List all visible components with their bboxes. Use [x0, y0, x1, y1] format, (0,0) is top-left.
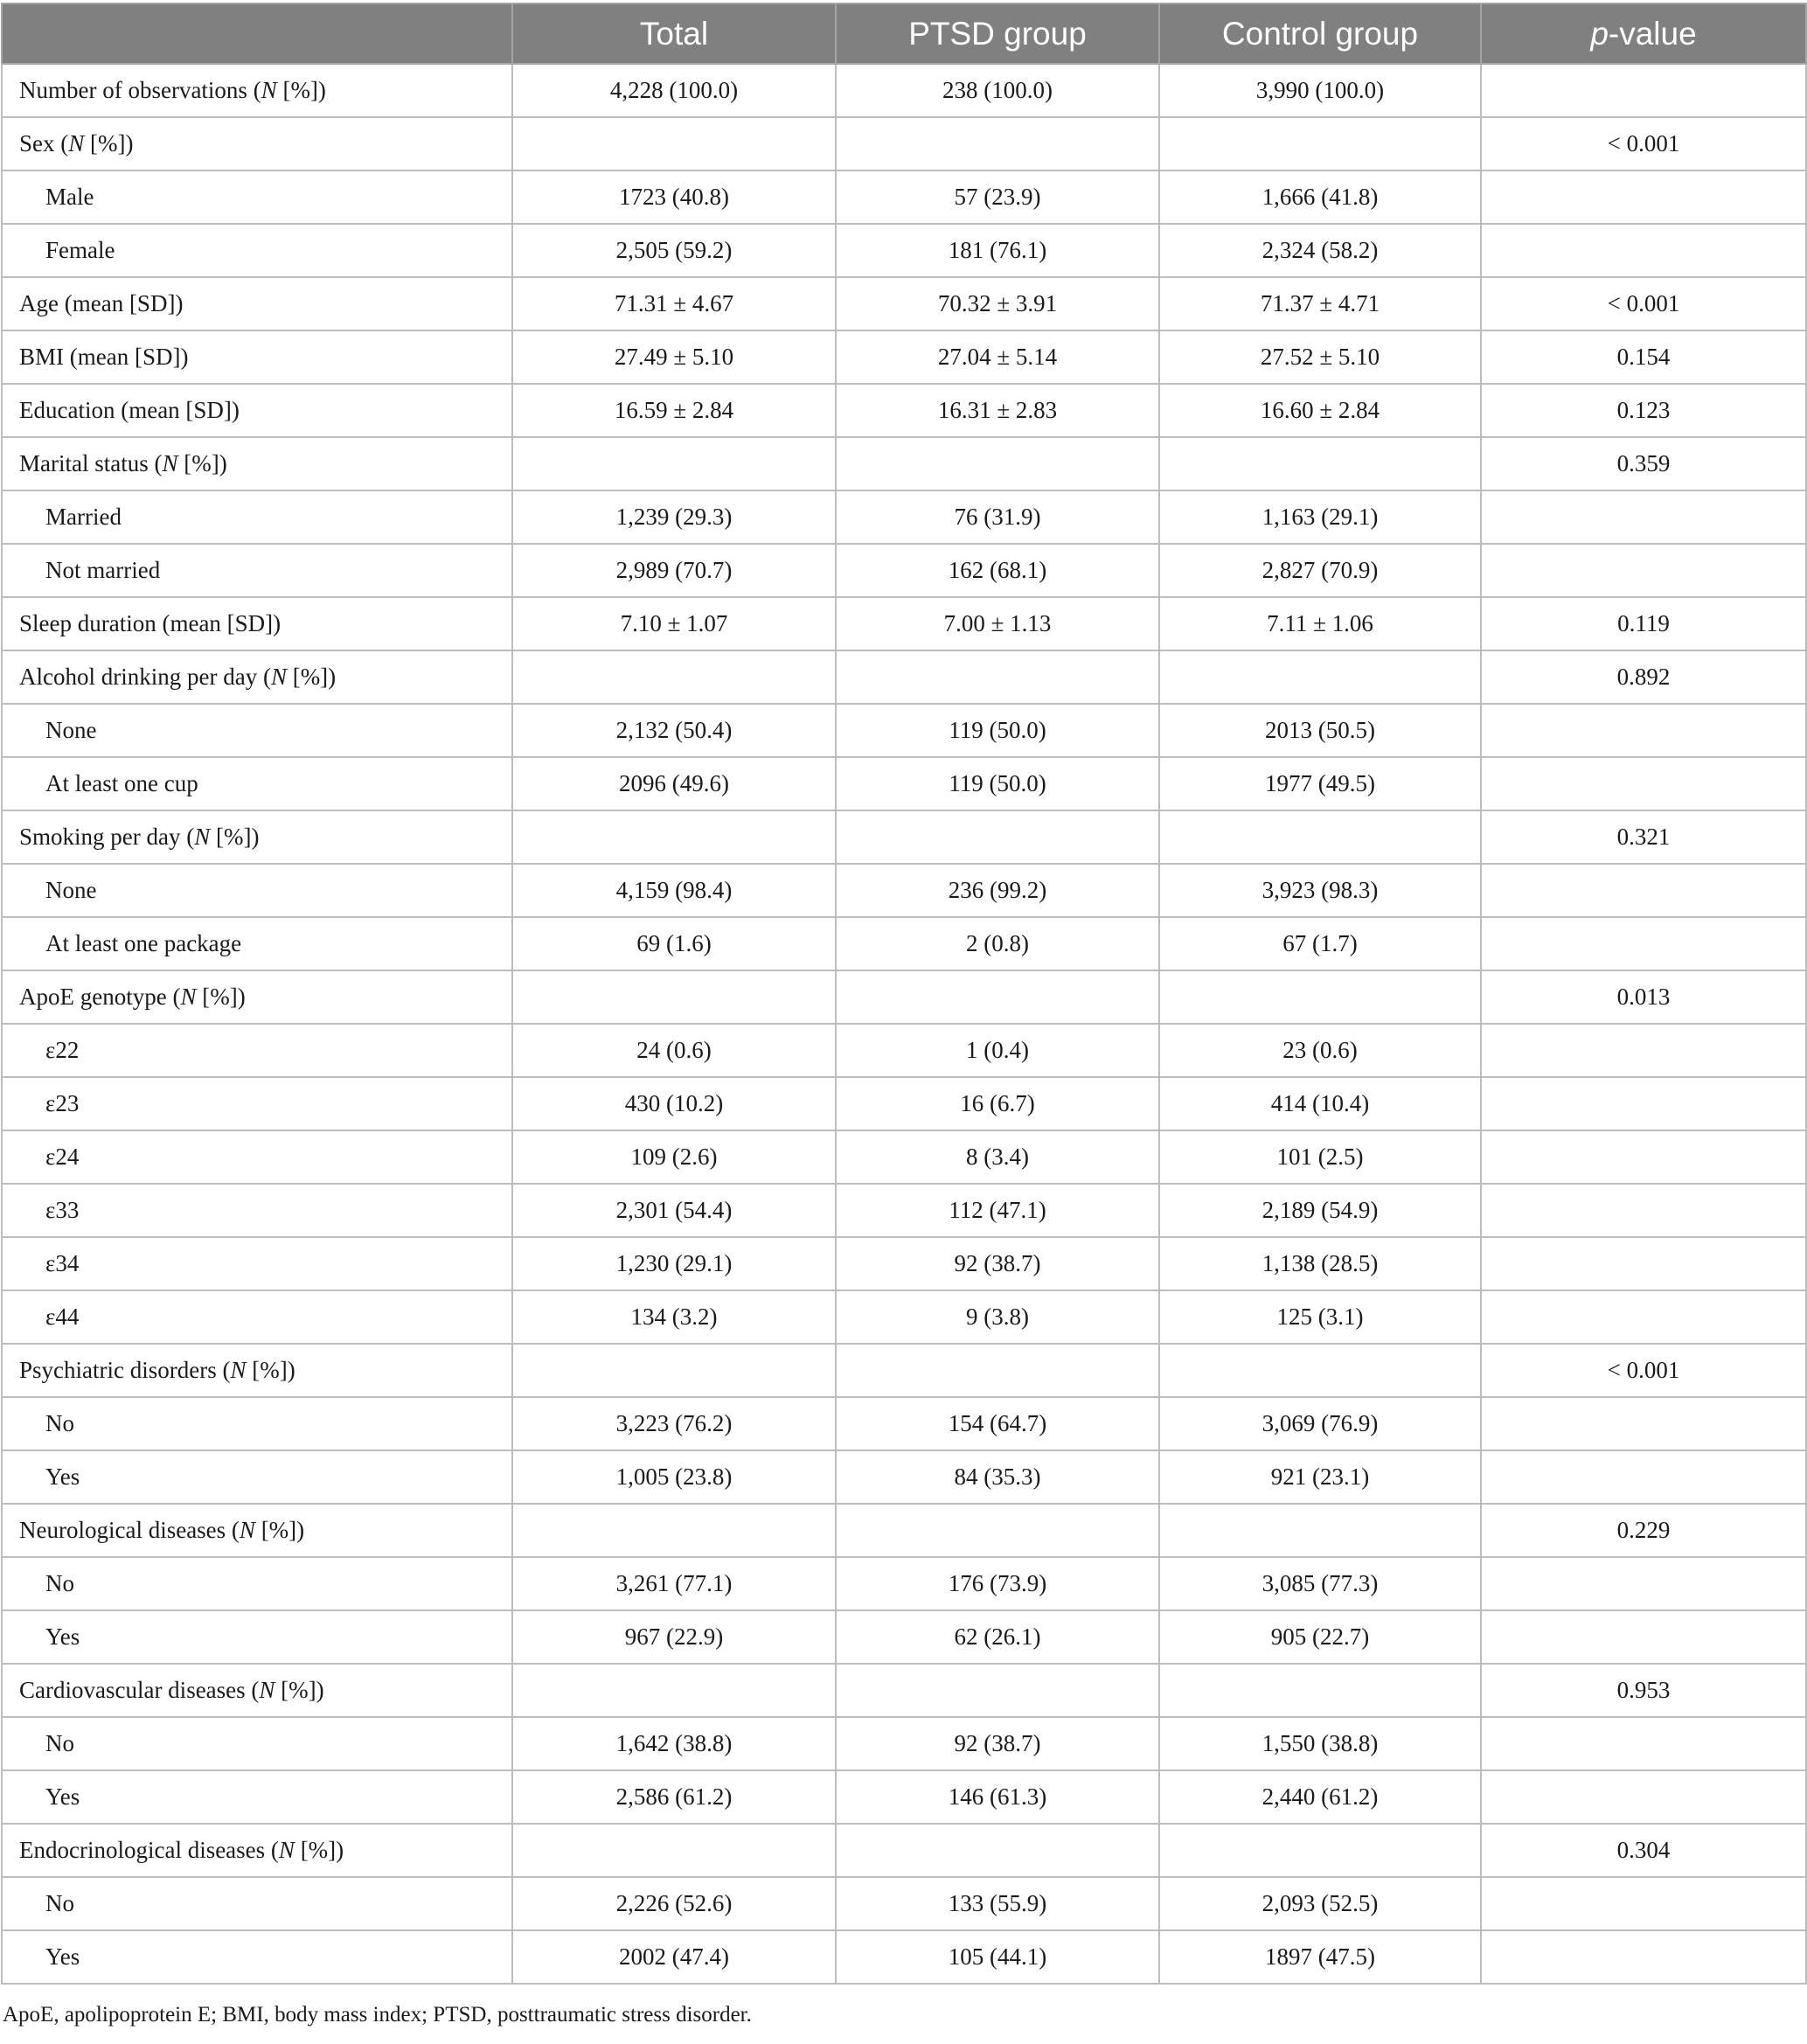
table-row — [2, 224, 1806, 277]
p-value-cell: 0.013 — [1481, 970, 1806, 1024]
label-text: ε34 — [45, 1250, 80, 1276]
label-italic: N — [261, 77, 277, 103]
control-cell — [1159, 1344, 1481, 1397]
label-italic: N — [68, 130, 85, 156]
label-text: Yes — [45, 1463, 80, 1490]
label-text: Education (mean [SD]) — [19, 397, 240, 423]
ptsd-cell — [836, 970, 1159, 1024]
control-cell: 3,990 (100.0) — [1159, 64, 1481, 117]
label-italic: N — [259, 1677, 275, 1703]
label-suffix: [%]) — [276, 77, 326, 103]
control-cell — [1159, 650, 1481, 704]
total-cell: 2,586 (61.2) — [512, 1770, 836, 1824]
table-row — [2, 757, 1806, 810]
p-value-cell — [1481, 64, 1806, 117]
control-cell: 16.60 ± 2.84 — [1159, 384, 1481, 437]
p-value-cell — [1481, 1557, 1806, 1610]
variable-label — [2, 1664, 512, 1717]
p-value-cell: 0.154 — [1481, 330, 1806, 384]
ptsd-cell: 9 (3.8) — [836, 1290, 1159, 1344]
p-value-cell: 0.229 — [1481, 1504, 1806, 1557]
ptsd-cell — [836, 1824, 1159, 1877]
subcategory-label — [2, 1184, 512, 1237]
ptsd-cell: 105 (44.1) — [836, 1930, 1159, 1984]
p-value-cell: < 0.001 — [1481, 117, 1806, 170]
ptsd-cell: 119 (50.0) — [836, 757, 1159, 810]
subcategory-label — [2, 704, 512, 757]
control-cell: 414 (10.4) — [1159, 1077, 1481, 1130]
p-value-cell — [1481, 1877, 1806, 1930]
header-total: Total — [512, 3, 836, 64]
table-row — [2, 437, 1806, 490]
control-cell — [1159, 117, 1481, 170]
control-cell: 2,093 (52.5) — [1159, 1877, 1481, 1930]
variable-label — [2, 330, 512, 384]
table-body — [2, 64, 1806, 1984]
p-value-cell — [1481, 1077, 1806, 1130]
label-suffix: [%]) — [254, 1517, 305, 1543]
table-row — [2, 917, 1806, 970]
table-row — [2, 544, 1806, 597]
subcategory-label — [2, 757, 512, 810]
table-row — [2, 864, 1806, 917]
control-cell: 2,189 (54.9) — [1159, 1184, 1481, 1237]
control-cell — [1159, 1664, 1481, 1717]
p-value-cell — [1481, 1770, 1806, 1824]
p-value-cell — [1481, 1290, 1806, 1344]
table-row — [2, 490, 1806, 544]
subcategory-label — [2, 224, 512, 277]
label-suffix: [%]) — [210, 824, 260, 850]
label-suffix: [%]) — [246, 1357, 295, 1383]
control-cell: 1,138 (28.5) — [1159, 1237, 1481, 1290]
p-value-cell — [1481, 864, 1806, 917]
total-cell: 1,005 (23.8) — [512, 1450, 836, 1504]
subcategory-label — [2, 1450, 512, 1504]
p-value-cell — [1481, 917, 1806, 970]
p-value-cell — [1481, 1930, 1806, 1984]
total-cell: 4,228 (100.0) — [512, 64, 836, 117]
label-text: BMI (mean [SD]) — [19, 344, 189, 370]
header-row — [2, 3, 1806, 64]
subcategory-label — [2, 1237, 512, 1290]
control-cell — [1159, 970, 1481, 1024]
total-cell: 2,301 (54.4) — [512, 1184, 836, 1237]
p-value-cell: 0.123 — [1481, 384, 1806, 437]
control-cell: 2013 (50.5) — [1159, 704, 1481, 757]
p-value-cell: 0.119 — [1481, 597, 1806, 650]
subcategory-label — [2, 1930, 512, 1984]
label-text: Marital status ( — [19, 450, 163, 476]
label-italic: N — [278, 1837, 295, 1863]
control-cell: 23 (0.6) — [1159, 1024, 1481, 1077]
p-value-cell — [1481, 1610, 1806, 1664]
label-text: At least one cup — [45, 770, 198, 796]
variable-label — [2, 1504, 512, 1557]
label-suffix: [%]) — [294, 1837, 344, 1863]
table-row — [2, 1130, 1806, 1184]
ptsd-cell: 176 (73.9) — [836, 1557, 1159, 1610]
total-cell: 3,223 (76.2) — [512, 1397, 836, 1450]
p-value-cell: 0.321 — [1481, 810, 1806, 864]
total-cell — [512, 970, 836, 1024]
control-cell: 1897 (47.5) — [1159, 1930, 1481, 1984]
label-text: ε24 — [45, 1144, 80, 1170]
total-cell: 2,226 (52.6) — [512, 1877, 836, 1930]
subcategory-label — [2, 917, 512, 970]
header-ptsd-group: PTSD group — [836, 3, 1159, 64]
p-value-cell — [1481, 1717, 1806, 1770]
variable-label — [2, 64, 512, 117]
control-cell: 2,440 (61.2) — [1159, 1770, 1481, 1824]
ptsd-cell: 57 (23.9) — [836, 170, 1159, 224]
label-suffix: [%]) — [84, 130, 134, 156]
variable-label — [2, 810, 512, 864]
table-row — [2, 650, 1806, 704]
p-value-cell: 0.304 — [1481, 1824, 1806, 1877]
table-row — [2, 1664, 1806, 1717]
p-value-cell — [1481, 224, 1806, 277]
label-text: At least one package — [45, 930, 242, 956]
table-row — [2, 1077, 1806, 1130]
total-cell: 4,159 (98.4) — [512, 864, 836, 917]
ptsd-cell: 92 (38.7) — [836, 1237, 1159, 1290]
table-row — [2, 1290, 1806, 1344]
header-control-group: Control group — [1159, 3, 1481, 64]
table-row — [2, 704, 1806, 757]
label-suffix: [%]) — [196, 984, 246, 1010]
ptsd-cell: 92 (38.7) — [836, 1717, 1159, 1770]
table-row — [2, 1237, 1806, 1290]
label-text: Number of observations ( — [19, 77, 261, 103]
header-p-italic: p — [1590, 15, 1609, 52]
variable-label — [2, 650, 512, 704]
ptsd-cell: 7.00 ± 1.13 — [836, 597, 1159, 650]
ptsd-cell: 27.04 ± 5.14 — [836, 330, 1159, 384]
total-cell: 1723 (40.8) — [512, 170, 836, 224]
control-cell: 1,666 (41.8) — [1159, 170, 1481, 224]
p-value-cell — [1481, 1397, 1806, 1450]
ptsd-cell: 146 (61.3) — [836, 1770, 1159, 1824]
control-cell: 2,324 (58.2) — [1159, 224, 1481, 277]
total-cell — [512, 437, 836, 490]
variable-label — [2, 384, 512, 437]
control-cell: 27.52 ± 5.10 — [1159, 330, 1481, 384]
ptsd-cell: 119 (50.0) — [836, 704, 1159, 757]
table-row — [2, 1557, 1806, 1610]
control-cell — [1159, 810, 1481, 864]
label-text: Married — [45, 504, 122, 530]
label-text: Yes — [45, 1943, 80, 1970]
label-italic: N — [162, 450, 178, 476]
control-cell: 125 (3.1) — [1159, 1290, 1481, 1344]
label-italic: N — [230, 1357, 247, 1383]
label-text: Alcohol drinking per day ( — [19, 664, 271, 690]
table-row — [2, 1824, 1806, 1877]
total-cell: 24 (0.6) — [512, 1024, 836, 1077]
label-text: No — [45, 1570, 74, 1596]
control-cell: 3,069 (76.9) — [1159, 1397, 1481, 1450]
label-italic: N — [180, 984, 197, 1010]
table-row — [2, 330, 1806, 384]
control-cell — [1159, 1824, 1481, 1877]
control-cell — [1159, 437, 1481, 490]
subcategory-label — [2, 864, 512, 917]
label-text: Sex ( — [19, 130, 69, 156]
label-text: No — [45, 1730, 74, 1756]
label-suffix: [%]) — [177, 450, 227, 476]
ptsd-cell: 181 (76.1) — [836, 224, 1159, 277]
variable-label — [2, 1344, 512, 1397]
p-value-cell — [1481, 170, 1806, 224]
total-cell: 430 (10.2) — [512, 1077, 836, 1130]
header-variable — [2, 3, 512, 64]
label-text: ApoE genotype ( — [19, 984, 181, 1010]
p-value-cell — [1481, 544, 1806, 597]
label-text: Male — [45, 184, 94, 210]
label-text: Yes — [45, 1783, 80, 1810]
total-cell: 109 (2.6) — [512, 1130, 836, 1184]
label-text: Sleep duration (mean [SD]) — [19, 610, 281, 636]
subcategory-label — [2, 1610, 512, 1664]
total-cell: 2,132 (50.4) — [512, 704, 836, 757]
ptsd-cell — [836, 1344, 1159, 1397]
p-value-cell: 0.953 — [1481, 1664, 1806, 1717]
ptsd-cell: 76 (31.9) — [836, 490, 1159, 544]
control-cell — [1159, 1504, 1481, 1557]
total-cell: 69 (1.6) — [512, 917, 836, 970]
subcategory-label — [2, 1717, 512, 1770]
label-italic: N — [194, 824, 211, 850]
p-value-cell — [1481, 1024, 1806, 1077]
label-text: Cardiovascular diseases ( — [19, 1677, 260, 1703]
ptsd-cell: 236 (99.2) — [836, 864, 1159, 917]
control-cell: 3,085 (77.3) — [1159, 1557, 1481, 1610]
total-cell — [512, 117, 836, 170]
ptsd-cell: 70.32 ± 3.91 — [836, 277, 1159, 330]
ptsd-cell: 162 (68.1) — [836, 544, 1159, 597]
p-value-cell — [1481, 1237, 1806, 1290]
label-text: No — [45, 1410, 74, 1436]
p-value-cell — [1481, 490, 1806, 544]
table-row — [2, 1504, 1806, 1557]
table-row — [2, 117, 1806, 170]
table-row — [2, 1184, 1806, 1237]
subcategory-label — [2, 1770, 512, 1824]
ptsd-cell: 16.31 ± 2.83 — [836, 384, 1159, 437]
table-row — [2, 384, 1806, 437]
variable-label — [2, 117, 512, 170]
label-text: Endocrinological diseases ( — [19, 1837, 279, 1863]
control-cell: 67 (1.7) — [1159, 917, 1481, 970]
control-cell: 7.11 ± 1.06 — [1159, 597, 1481, 650]
p-value-cell — [1481, 1130, 1806, 1184]
subcategory-label — [2, 1290, 512, 1344]
control-cell: 3,923 (98.3) — [1159, 864, 1481, 917]
control-cell: 1,550 (38.8) — [1159, 1717, 1481, 1770]
subcategory-label — [2, 1397, 512, 1450]
ptsd-cell: 84 (35.3) — [836, 1450, 1159, 1504]
control-cell: 1,163 (29.1) — [1159, 490, 1481, 544]
variable-label — [2, 1824, 512, 1877]
subcategory-label — [2, 1024, 512, 1077]
label-text: ε44 — [45, 1304, 80, 1330]
label-text: Yes — [45, 1623, 80, 1650]
p-value-cell: < 0.001 — [1481, 277, 1806, 330]
control-cell: 2,827 (70.9) — [1159, 544, 1481, 597]
ptsd-cell — [836, 1664, 1159, 1717]
table-row — [2, 1770, 1806, 1824]
ptsd-cell: 154 (64.7) — [836, 1397, 1159, 1450]
ptsd-cell — [836, 117, 1159, 170]
total-cell: 2,989 (70.7) — [512, 544, 836, 597]
table-row — [2, 1397, 1806, 1450]
table-row — [2, 64, 1806, 117]
label-text: No — [45, 1890, 74, 1916]
subcategory-label — [2, 1077, 512, 1130]
variable-label — [2, 597, 512, 650]
total-cell: 16.59 ± 2.84 — [512, 384, 836, 437]
control-cell: 1977 (49.5) — [1159, 757, 1481, 810]
label-text: Neurological diseases ( — [19, 1517, 240, 1543]
table-row — [2, 170, 1806, 224]
variable-label — [2, 437, 512, 490]
table-row — [2, 970, 1806, 1024]
label-text: ε23 — [45, 1090, 80, 1116]
ptsd-cell — [836, 437, 1159, 490]
table-row — [2, 277, 1806, 330]
table-footnote: ApoE, apolipoprotein E; BMI, body mass index; PTSD, posttraumatic stress disorder. — [3, 2003, 752, 2027]
label-text: Not married — [45, 557, 161, 583]
label-text: Psychiatric disorders ( — [19, 1357, 231, 1383]
total-cell: 2002 (47.4) — [512, 1930, 836, 1984]
table-row — [2, 1610, 1806, 1664]
p-value-cell — [1481, 757, 1806, 810]
header-p-rest: -value — [1608, 15, 1697, 52]
total-cell — [512, 650, 836, 704]
p-value-cell — [1481, 704, 1806, 757]
label-text: ε22 — [45, 1037, 80, 1063]
total-cell — [512, 1344, 836, 1397]
table-row — [2, 1344, 1806, 1397]
p-value-cell: < 0.001 — [1481, 1344, 1806, 1397]
total-cell: 2096 (49.6) — [512, 757, 836, 810]
p-value-cell — [1481, 1450, 1806, 1504]
subcategory-label — [2, 1130, 512, 1184]
subcategory-label — [2, 490, 512, 544]
label-italic: N — [270, 664, 287, 690]
label-italic: N — [239, 1517, 255, 1543]
control-cell: 905 (22.7) — [1159, 1610, 1481, 1664]
ptsd-cell — [836, 650, 1159, 704]
variable-label — [2, 970, 512, 1024]
total-cell: 1,230 (29.1) — [512, 1237, 836, 1290]
ptsd-cell — [836, 810, 1159, 864]
subcategory-label — [2, 170, 512, 224]
label-text: None — [45, 717, 97, 743]
total-cell — [512, 1824, 836, 1877]
total-cell — [512, 1664, 836, 1717]
total-cell — [512, 1504, 836, 1557]
ptsd-cell: 8 (3.4) — [836, 1130, 1159, 1184]
label-text: None — [45, 877, 97, 903]
ptsd-cell: 238 (100.0) — [836, 64, 1159, 117]
total-cell: 134 (3.2) — [512, 1290, 836, 1344]
subcategory-label — [2, 1877, 512, 1930]
total-cell: 2,505 (59.2) — [512, 224, 836, 277]
total-cell — [512, 810, 836, 864]
label-text: Female — [45, 237, 115, 263]
subcategory-label — [2, 1557, 512, 1610]
ptsd-cell: 62 (26.1) — [836, 1610, 1159, 1664]
ptsd-cell: 133 (55.9) — [836, 1877, 1159, 1930]
table-row — [2, 810, 1806, 864]
control-cell: 71.37 ± 4.71 — [1159, 277, 1481, 330]
total-cell: 27.49 ± 5.10 — [512, 330, 836, 384]
total-cell: 1,642 (38.8) — [512, 1717, 836, 1770]
label-suffix: [%]) — [275, 1677, 324, 1703]
p-value-cell: 0.359 — [1481, 437, 1806, 490]
header-p-value — [1481, 3, 1806, 64]
characteristics-table — [1, 3, 1807, 1985]
ptsd-cell — [836, 1504, 1159, 1557]
total-cell: 1,239 (29.3) — [512, 490, 836, 544]
ptsd-cell: 1 (0.4) — [836, 1024, 1159, 1077]
variable-label — [2, 277, 512, 330]
label-suffix: [%]) — [286, 664, 337, 690]
table-header — [2, 3, 1806, 64]
table-row — [2, 597, 1806, 650]
p-value-cell: 0.892 — [1481, 650, 1806, 704]
table-row — [2, 1877, 1806, 1930]
ptsd-cell: 2 (0.8) — [836, 917, 1159, 970]
label-text: ε33 — [45, 1197, 80, 1223]
total-cell: 7.10 ± 1.07 — [512, 597, 836, 650]
control-cell: 921 (23.1) — [1159, 1450, 1481, 1504]
ptsd-cell: 112 (47.1) — [836, 1184, 1159, 1237]
total-cell: 3,261 (77.1) — [512, 1557, 836, 1610]
label-text: Smoking per day ( — [19, 824, 195, 850]
control-cell: 101 (2.5) — [1159, 1130, 1481, 1184]
total-cell: 967 (22.9) — [512, 1610, 836, 1664]
table-row — [2, 1930, 1806, 1984]
ptsd-cell: 16 (6.7) — [836, 1077, 1159, 1130]
table-row — [2, 1717, 1806, 1770]
p-value-cell — [1481, 1184, 1806, 1237]
table-row — [2, 1024, 1806, 1077]
total-cell: 71.31 ± 4.67 — [512, 277, 836, 330]
table-row — [2, 1450, 1806, 1504]
label-text: Age (mean [SD]) — [19, 290, 184, 316]
subcategory-label — [2, 544, 512, 597]
